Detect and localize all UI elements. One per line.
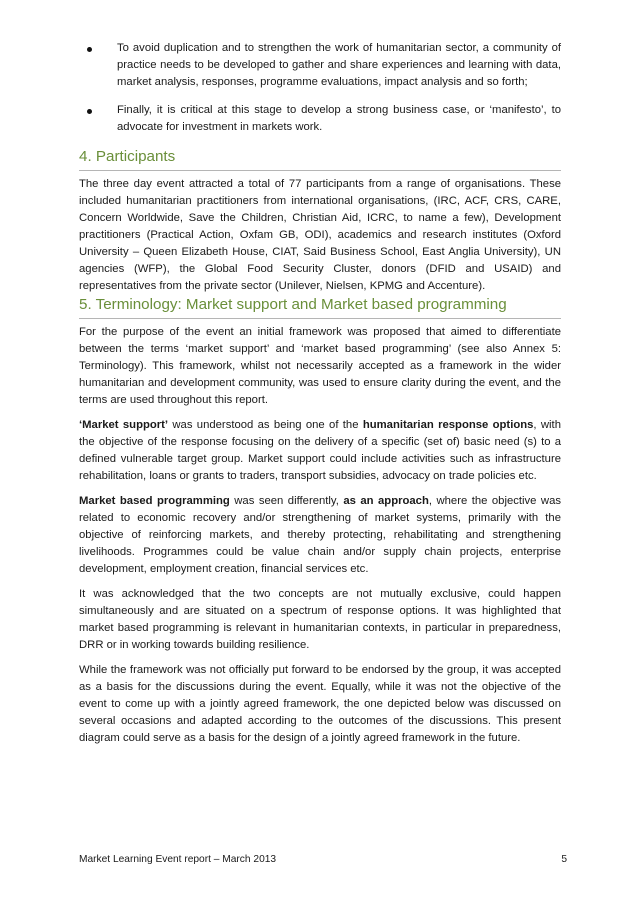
market-support-emphasis: humanitarian response options: [362, 419, 534, 431]
section-heading-terminology: 5. Terminology: Market support and Market based programming: [79, 295, 561, 319]
bullet-text: Finally, it is critical at this stage to develop a strong business case, or ‘manifesto’, to advocate for investment in markets work.: [117, 104, 561, 133]
bullet-text: To avoid duplication and to strengthen the work of humanitarian sector, a community of practice needs to be developed to gather and share experiences and learning with data, market analysis, responses, programme evaluations, impact analysis and so forth;: [117, 42, 561, 88]
market-support-text-b: , with the objective of the response focusing on the delivery of a specific (set of) basic need (s) to a defined vulnerable target group. Market support could include activities such as infrastructure rehabilitation, loans or grants to traders, transport subsidies, advocacy on trade policies etc.: [79, 419, 561, 482]
page-number: 5: [561, 854, 567, 865]
market-based-paragraph: [79, 493, 561, 578]
market-support-term: ‘Market support’: [79, 419, 169, 431]
footer-text: Market Learning Event report – March 2013: [79, 854, 277, 865]
market-support-paragraph: [79, 417, 561, 485]
section-heading-participants: 4. Participants: [79, 147, 561, 171]
bullet-icon: [87, 47, 92, 52]
closing-paragraph: While the framework was not officially put forward to be endorsed by the group, it was accepted as a basis for the discussions during the event. Equally, while it was not the objective of the event to come up with a jointly agreed framework, the one depicted below was discussed on several occasions and adapted according to the outcomes of the discussions. This present diagram could serve as a basis for the design of a jointly agreed framework in the future.: [79, 664, 561, 744]
market-based-text-a: was seen differently,: [229, 495, 344, 507]
market-based-emphasis: as an approach: [343, 495, 429, 507]
bullet-icon: [87, 109, 92, 114]
market-support-text-a: was understood as being one of the: [168, 419, 363, 431]
acknowledged-paragraph: It was acknowledged that the two concepts are not mutually exclusive, could happen simultaneously and are situated on a spectrum of response options. It was highlighted that market based programming is relevant in humanitarian contexts, in particular in preparedness, DRR or in working towards building resilience.: [79, 588, 561, 651]
terminology-intro-paragraph: For the purpose of the event an initial framework was proposed that aimed to differentiate between the terms ‘market support’ and ‘market based programming’ (see also Annex 5: Terminology). This framework, whilst not necessarily accepted as a framework in the wider humanitarian and development community, was used to ensure clarity during the event, and the terms are used throughout this report.: [79, 326, 561, 406]
market-based-text-b: , where the objective was related to economic recovery and/or strengthening of market systems, primarily with the objective of reinforcing markets, and thereby protecting, rehabilitating and strengthening livelihoods. Programmes could be value chain and/or supply chain projects, enterprise development, employment creation, financial services etc.: [79, 495, 562, 575]
market-based-term: Market based programming: [79, 495, 230, 507]
participants-paragraph: The three day event attracted a total of 77 participants from a range of organisations. These included humanitarian practitioners from international organisations, (IRC, ACF, CRS, CARE, Concern Worldwide, Save the Children, Christian Aid, ICRC, to name a few), Development practitioners (Practical Action, Oxfam GB, ODI), academics and research institutes (Oxford University – Queen Elizabeth House, CIAT, Said Business School, East Anglia University), UN agencies (WFP), the Global Food Security Cluster, donors (DFID and USAID) and representatives from the private sector (Unilever, Nielsen, KPMG and Accenture).: [79, 178, 561, 292]
page-content: [79, 40, 561, 747]
list-item: [79, 102, 561, 136]
recommendations-list: [79, 40, 561, 136]
list-item: [79, 40, 561, 91]
